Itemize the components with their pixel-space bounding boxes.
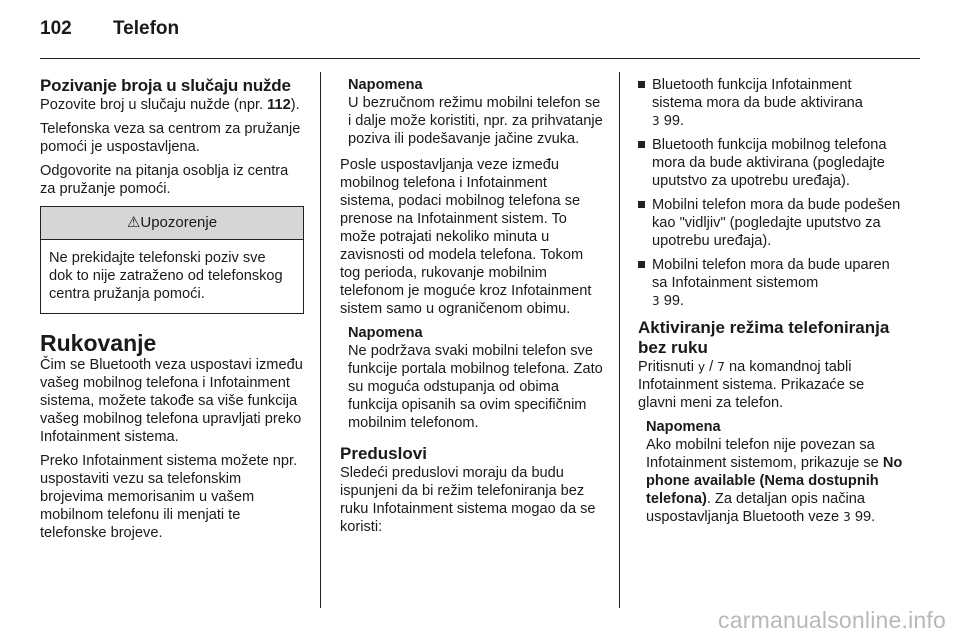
text: Pritisnuti — [638, 359, 699, 375]
column-1 — [40, 76, 304, 548]
note-handsfree — [348, 76, 604, 148]
prerequisite-list — [638, 76, 904, 310]
note-no-phone — [646, 418, 904, 526]
warning-header — [41, 207, 303, 240]
list-item — [638, 256, 904, 310]
list-item-text: Mobilni telefon mora da bude uparen sa Infotainment sistemom — [652, 257, 890, 291]
list-item-text: Bluetooth funkcija Infotainment sistema mora da bude aktivirana — [652, 77, 863, 111]
section-heading-prerequisites: Preduslovi — [340, 444, 427, 463]
page-ref-icon: 3 — [843, 510, 851, 524]
column-divider-1 — [320, 72, 321, 608]
note-title: Napomena — [348, 77, 423, 93]
page-ref: 99. — [854, 509, 876, 525]
text: . Za detaljan opis načina uspostavljanja Bluetooth veze — [646, 491, 866, 525]
section-heading-activate: Aktiviranje režima telefoniranja bez ruku — [638, 318, 890, 357]
column-2 — [340, 76, 604, 542]
warning-body: Ne prekidajte telefonski poziv sve dok to nije zatraženo od telefonskog centra pružanja pomoći. — [49, 250, 283, 302]
header-divider — [40, 58, 920, 59]
column-3 — [638, 76, 904, 534]
paragraph: Odgovorite na pitanja osoblja iz centra za pružanje pomoći. — [40, 163, 289, 197]
page-ref: 99. — [663, 293, 684, 309]
list-item-text: Mobilni telefon mora da bude podešen kao "vidljiv" (pogledajte uputstvo za upotrebu uređaja). — [652, 197, 901, 249]
bullet-icon — [638, 141, 645, 148]
text: na komandnoj tabli Infotainment sistema. Prikazaće se glavni meni za telefon. — [638, 359, 865, 411]
display-message: No phone available (Nema dostupnih telefona) — [646, 455, 903, 507]
text: / — [705, 359, 718, 375]
phone-icon: y — [698, 360, 706, 374]
page-header — [40, 18, 179, 40]
bullet-icon — [638, 201, 645, 208]
note-body: Ne podržava svaki mobilni telefon sve funkcije portala mobilnog telefona. Zato su moguća odstupanja od obima funkcija opisanih sa ovim specifičnim mobilnim telefonom. — [348, 343, 603, 431]
paragraph: Posle uspostavljanja veze između mobilnog telefona i Infotainment sistema, podaci mobilnog telefona se prenose na Infotainment sistem. To može potrajati nekoliko minuta u zavisnosti od modela telefona. Tokom tog perioda, rukovanje mobilnim telefonom je moguće kroz Infotainment sistem samo u ograničenom obimu. — [340, 157, 592, 317]
warning-title: Upozorenje — [140, 214, 218, 231]
list-item — [638, 76, 904, 130]
page-ref-icon: 3 — [652, 294, 660, 308]
paragraph: Preko Infotainment sistema možete npr. uspostaviti vezu sa telefonskim brojevima memorisanim u vašem mobilnom telefonu ili menjati te telefonske brojeve. — [40, 453, 298, 541]
bullet-icon — [638, 81, 645, 88]
page-number: 102 — [40, 18, 72, 39]
list-item-text: Bluetooth funkcija mobilnog telefona mora da bude aktivirana (pogledajte uputstvo za upotrebu uređaja). — [652, 137, 887, 189]
section-heading-emergency: Pozivanje broja u slučaju nužde — [40, 76, 291, 95]
note-body: U bezručnom režimu mobilni telefon se i dalje može koristiti, npr. za prihvatanje poziva ili podešavanje jačine zvuka. — [348, 95, 603, 147]
note-body — [646, 436, 904, 526]
column-divider-2 — [619, 72, 620, 608]
paragraph: Sledeći preduslovi moraju da budu ispunjeni da bi režim telefoniranja bez ruku Infotainment sistema mogao da se koristi: — [340, 465, 596, 535]
paragraph — [40, 96, 304, 114]
paragraph — [638, 358, 904, 412]
text: ). — [290, 97, 300, 113]
page-title: Telefon — [112, 18, 180, 39]
list-item — [638, 196, 904, 250]
note-title: Napomena — [348, 325, 423, 341]
watermark: carmanualsonline.info — [718, 607, 946, 633]
text: Ako mobilni telefon nije povezan sa Infotainment sistemom, prikazuje se — [646, 437, 883, 471]
bullet-icon — [638, 261, 645, 268]
paragraph: Telefonska veza sa centrom za pružanje pomoći je uspostavljena. — [40, 121, 301, 155]
page-ref: 99. — [663, 113, 684, 129]
page-ref-icon: 3 — [652, 114, 660, 128]
text: Pozovite broj u slučaju nužde (npr. — [40, 97, 268, 113]
list-item — [638, 136, 904, 190]
note-title: Napomena — [646, 419, 721, 435]
emergency-number: 112 — [267, 97, 291, 113]
paragraph: Čim se Bluetooth veza uspostavi između vašeg mobilnog telefona i Infotainment sistema, možete takođe sa više funkcija vašeg mobilnog telefona upravljati preko Infotainment sistema. — [40, 357, 303, 445]
section-heading-operation: Rukovanje — [40, 330, 157, 356]
phone-key-icon: 7 — [717, 360, 725, 374]
note-compatibility — [348, 324, 604, 432]
warning-box — [40, 206, 304, 314]
warning-icon: ⚠ — [126, 214, 141, 231]
